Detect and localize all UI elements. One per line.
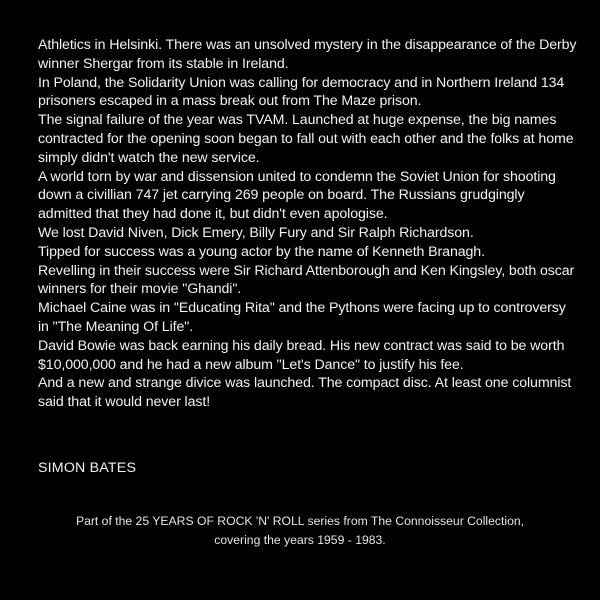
paragraph-bowie: David Bowie was back earning his daily bread. His new contract was said to be worth $10,000,000 and he had a new album "Let's Dance" to justify his fee. bbox=[38, 337, 565, 373]
author-signature: SIMON BATES bbox=[38, 460, 137, 476]
paragraph-obituaries: We lost David Niven, Dick Emery, Billy Fury and Sir Ralph Richardson. bbox=[38, 224, 474, 241]
paragraph-tvam: The signal failure of the year was TVAM. Launched at huge expense, the big names contracted for the opening soon began to fall out with each other and the folks at home simply didn't watch the new service. bbox=[38, 112, 574, 166]
paragraph-ghandi: Revelling in their success were Sir Richard Attenborough and Ken Kingsley, both oscar winners for their movie "Ghandi". bbox=[38, 262, 575, 298]
series-footer bbox=[0, 512, 600, 550]
liner-notes-body bbox=[38, 36, 578, 412]
paragraph-poland-maze: In Poland, the Solidarity Union was calling for democracy and in Northern Ireland 134 prisoners escaped in a mass break out from The Maze prison. bbox=[38, 74, 565, 110]
paragraph-compact-disc: And a new and strange divice was launched. The compact disc. At least one columnist said that it would never last! bbox=[38, 375, 572, 411]
paragraph-soviet-jet: A world torn by war and dissension united to condemn the Soviet Union for shooting down a civillian 747 jet carrying 269 people on board. The Russians grudgingly admitted that they had done it, but didn't even apologise. bbox=[38, 168, 556, 223]
paragraph-films: Michael Caine was in "Educating Rita" and the Pythons were facing up to controversy in "The Meaning Of Life". bbox=[38, 300, 566, 335]
paragraph-branagh: Tipped for success was a young actor by the name of Kenneth Branagh. bbox=[38, 243, 485, 260]
footer-line-years: covering the years 1959 - 1983. bbox=[214, 533, 386, 547]
paragraph-helsinki-shergar: Athletics in Helsinki. There was an unsolved mystery in the disappearance of the Derby winner Shergar from its stable in Ireland. bbox=[38, 37, 577, 72]
footer-line-series: Part of the 25 YEARS OF ROCK 'N' ROLL series from The Connoisseur Collection, bbox=[75, 514, 525, 528]
